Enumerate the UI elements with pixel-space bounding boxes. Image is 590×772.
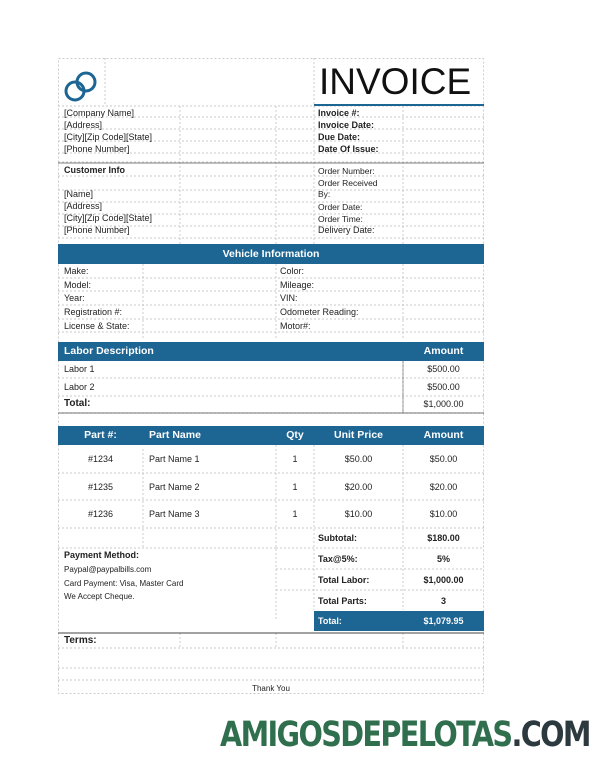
part-row-1-unit-price: $50.00 (344, 454, 373, 464)
labor-total-label: Total: (64, 398, 91, 409)
watermark-name: AMIGOSDEPELOTAS (220, 715, 512, 755)
customer-phone: [Phone Number] (64, 225, 130, 235)
vehicle-model-label: Model: (64, 280, 92, 290)
qty-heading: Qty (286, 429, 304, 441)
parts-header-divider (58, 445, 484, 447)
payment-card: Card Payment: Visa, Master Card (64, 579, 184, 588)
part-number-heading: Part #: (84, 429, 117, 441)
part-row-1-amount: $50.00 (429, 454, 458, 464)
subtotal-value: $180.00 (427, 533, 460, 543)
vehicle-info-banner (58, 244, 484, 264)
subtotal-label: Subtotal: (318, 533, 357, 543)
order-date-label: Order Date: (318, 202, 363, 212)
order-time-label: Order Time: (318, 214, 363, 224)
vehicle-mileage-label: Mileage: (280, 280, 315, 290)
part-row-2-number: #1235 (87, 482, 114, 492)
part-row-2-name: Part Name 2 (149, 482, 200, 492)
part-row-3-qty: 1 (292, 509, 298, 519)
tax-value: 5% (436, 554, 450, 564)
site-watermark (220, 710, 590, 760)
vehicle-color-label: Color: (280, 266, 305, 276)
invoice-number-label: Invoice #: (318, 108, 360, 118)
part-row-2-amount: $20.00 (429, 482, 458, 492)
labor-total-amount: $1,000.00 (423, 399, 464, 409)
vehicle-make-label: Make: (64, 266, 89, 276)
part-row-2-unit-price: $20.00 (344, 482, 373, 492)
date-of-issue-label: Date Of Issue: (318, 144, 379, 154)
vehicle-motor-label: Motor#: (280, 321, 311, 331)
grand-total-bar (314, 611, 484, 631)
company-logo-icon (64, 70, 100, 104)
thank-you-note: Thank You (252, 684, 290, 693)
parts-header (58, 426, 484, 445)
labor-amount-heading: Amount (423, 345, 464, 357)
payment-method-heading: Payment Method: (64, 550, 140, 560)
invoice-title: INVOICE (319, 61, 472, 102)
company-name: [Company Name] (64, 108, 135, 118)
company-city: [City][Zip Code][State] (64, 132, 153, 142)
part-row-3-amount: $10.00 (429, 509, 458, 519)
vehicle-info-heading: Vehicle Information (222, 248, 320, 260)
total-labor-label: Total Labor: (318, 575, 370, 585)
vehicle-year-label: Year: (64, 293, 85, 303)
watermark-tld: .COM (511, 715, 590, 755)
labor-row-1-label: Labor 1 (64, 364, 95, 374)
grand-total-label: Total: (318, 616, 342, 626)
customer-name: [Name] (64, 189, 94, 199)
customer-city: [City][Zip Code][State] (64, 213, 153, 223)
labor-header (58, 342, 484, 361)
total-labor-value: $1,000.00 (423, 575, 464, 585)
labor-row-2-label: Labor 2 (64, 382, 95, 392)
total-parts-value: 3 (440, 596, 446, 606)
part-row-2-qty: 1 (292, 482, 298, 492)
invoice-sheet (58, 58, 484, 694)
part-name-heading: Part Name (149, 429, 201, 441)
labor-row-1-amount: $500.00 (427, 364, 460, 374)
payment-cheque: We Accept Cheque. (64, 592, 135, 601)
labor-row-2-amount: $500.00 (427, 382, 460, 392)
invoice-date-label: Invoice Date: (318, 120, 375, 130)
order-number-label: Order Number: (318, 166, 375, 176)
due-date-label: Due Date: (318, 132, 361, 142)
labor-description-heading: Labor Description (64, 345, 154, 357)
tax-label: Tax@5%: (318, 554, 358, 564)
part-row-3-unit-price: $10.00 (344, 509, 373, 519)
delivery-date-label: Delivery Date: (318, 225, 375, 235)
vehicle-license-label: License & State: (64, 321, 130, 331)
company-phone: [Phone Number] (64, 144, 130, 154)
terms-label: Terms: (64, 635, 97, 646)
grand-total-value: $1,079.95 (423, 616, 464, 626)
part-row-1-qty: 1 (292, 454, 298, 464)
part-row-1-name: Part Name 1 (149, 454, 200, 464)
parts-amount-heading: Amount (423, 429, 464, 441)
vehicle-odometer-label: Odometer Reading: (280, 307, 359, 317)
total-parts-label: Total Parts: (318, 596, 367, 606)
order-received-label: Order Received (318, 178, 378, 188)
part-row-1-number: #1234 (87, 454, 114, 464)
part-row-3-name: Part Name 3 (149, 509, 200, 519)
vehicle-vin-label: VIN: (280, 293, 298, 303)
unit-price-heading: Unit Price (333, 429, 383, 441)
order-received-by-label: By: (318, 189, 331, 199)
payment-paypal: Paypal@paypalbills.com (64, 565, 152, 574)
vehicle-registration-label: Registration #: (64, 307, 123, 317)
customer-address: [Address] (64, 201, 103, 211)
part-row-3-number: #1236 (87, 509, 114, 519)
customer-info-heading: Customer Info (64, 165, 126, 175)
company-address: [Address] (64, 120, 103, 130)
